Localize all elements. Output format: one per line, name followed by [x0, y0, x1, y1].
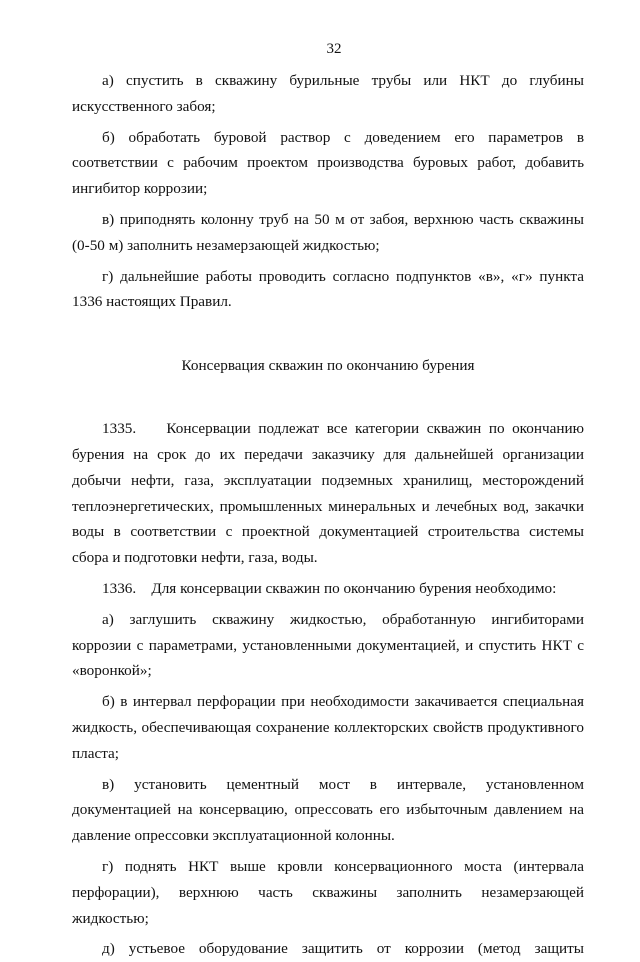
paragraph-1336-b: б) в интервал перфорации при необходимости закачивается специальная жидкость, обеспечивающая сохранение коллекторских свойств продуктивного пласта;	[72, 693, 584, 762]
paragraph-1336: 1336. Для консервации скважин по окончанию бурения необходимо:	[102, 579, 557, 597]
paragraph-1335: 1335. Консервации подлежат все категории скважин по окончанию бурения на срок до их передачи заказчику для дальнейшей организации добычи нефти, газа, эксплуатации подземных хранилищ, месторождений теплоэнергетических, промышленных минеральных и лечебных вод, закачки воды в соответствии с проектной документацией строительства системы сбора и подготовки нефти, газа, воды.	[72, 420, 588, 567]
paragraph-1336-g: г) поднять НКТ выше кровли консервационного моста (интервала перфорации), верхнюю часть скважины заполнить незамерзающей жидкостью;	[72, 857, 584, 927]
paragraph-1336-v: в) установить цементный мост в интервале, установленном документацией на консервацию, опрессовать его избыточным давлением на давление опрессовки эксплуатационной колонны.	[72, 775, 584, 845]
paragraph-item-v: в) приподнять колонну труб на 50 м от забоя, верхнюю часть скважины (0-50 м) заполнить незамерзающей жидкостью;	[72, 210, 584, 254]
paragraph-1336-a: а) заглушить скважину жидкостью, обработанную ингибиторами коррозии с параметрами, установленными документацией, и спустить НКТ с «воронкой»;	[72, 610, 584, 680]
page-number: 32	[326, 41, 342, 57]
paragraph-1336-d: д) устьевое оборудование защитить от коррозии (метод защиты	[102, 940, 584, 958]
paragraph-item-b: б) обработать буровой раствор с доведением его параметров в соответствии с рабочим проектом производства буровых работ, добавить ингибитор коррозии;	[72, 128, 584, 198]
paragraph-item-a: а) спустить в скважину бурильные трубы или НКТ до глубины искусственного забоя;	[72, 72, 584, 115]
section-heading: Консервация скважин по окончанию бурения	[181, 357, 475, 375]
paragraph-item-g: г) дальнейшие работы проводить согласно подпунктов «в», «г» пункта 1336 настоящих Правил.	[72, 267, 584, 311]
